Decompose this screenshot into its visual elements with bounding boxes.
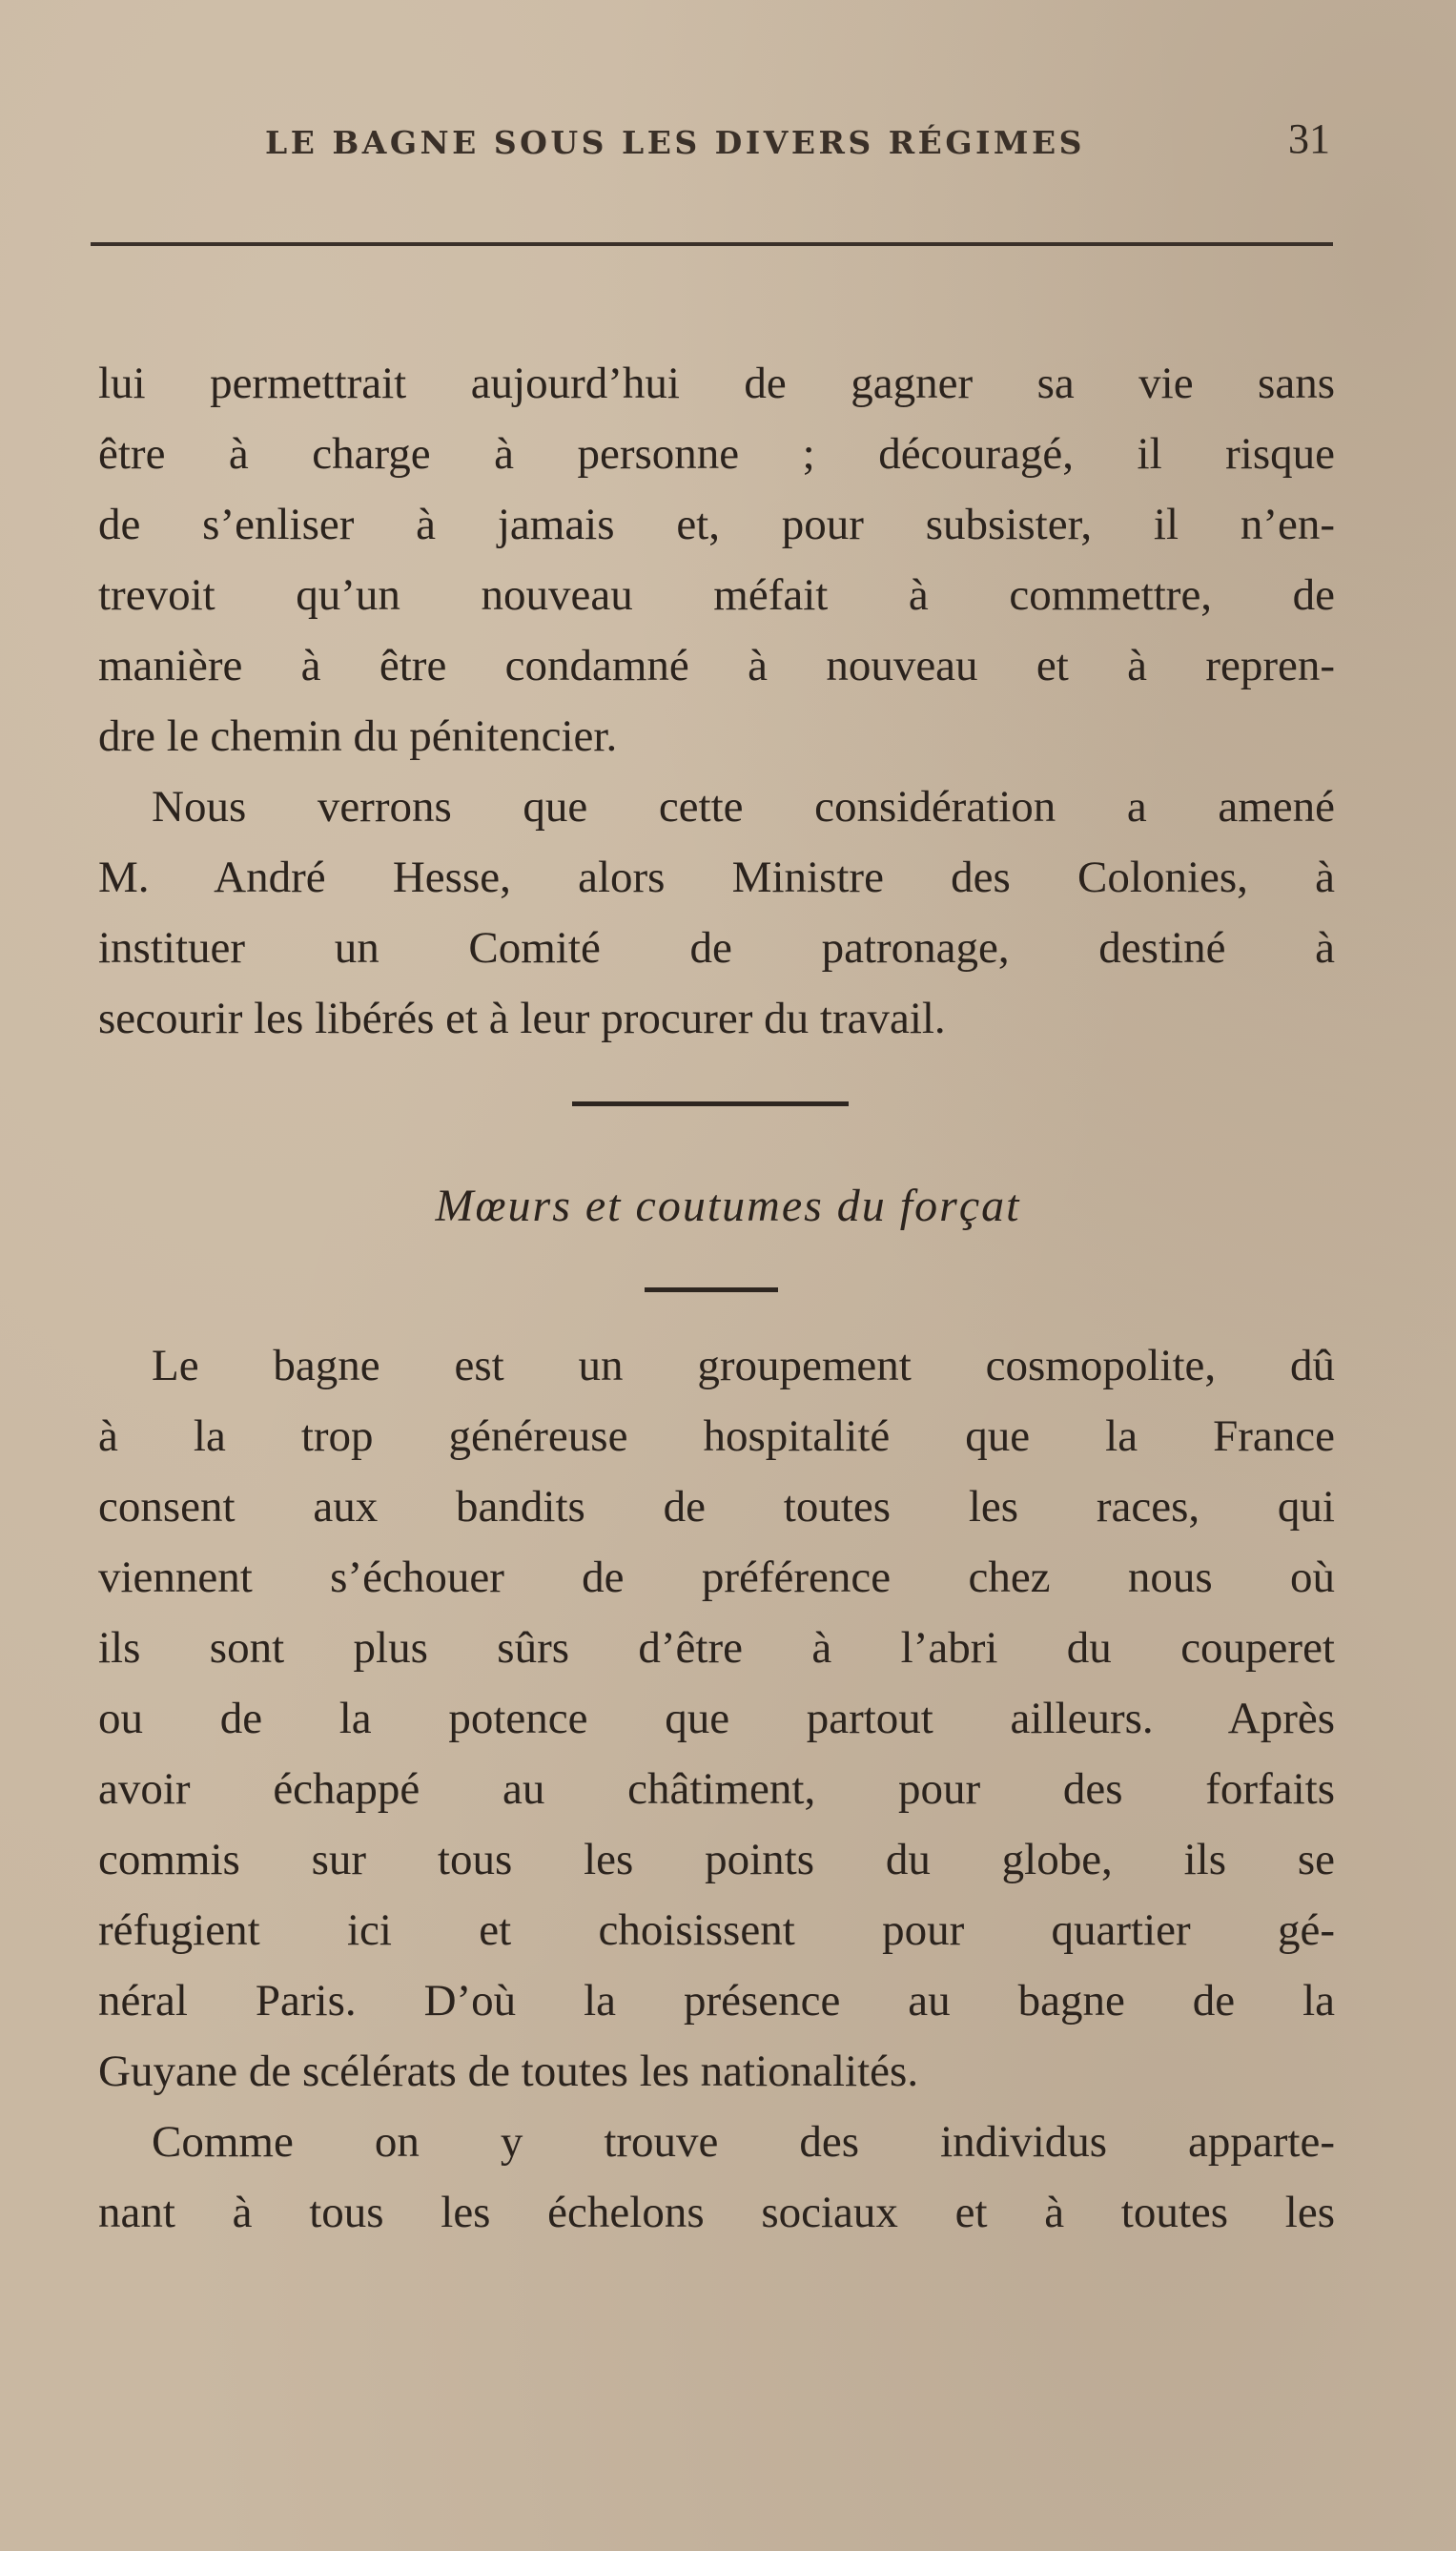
text-line: réfugient ici et choisissent pour quartier gé- <box>98 1905 1335 1955</box>
text-line: consent aux bandits de toutes les races, qui <box>98 1482 1335 1532</box>
text-line: instituer un Comité de patronage, destiné à <box>98 923 1335 973</box>
page-number: 31 <box>1288 115 1330 162</box>
text-line: Nous verrons que cette considération a amené <box>152 782 1335 832</box>
text-line: néral Paris. D’où la présence au bagne de la <box>98 1976 1335 2026</box>
section-separator-rule <box>572 1101 849 1106</box>
text-line: manière à être condamné à nouveau et à repren- <box>98 641 1335 690</box>
text-line: trevoit qu’un nouveau méfait à commettre, de <box>98 570 1335 620</box>
text-line: Le bagne est un groupement cosmopolite, dû <box>152 1341 1335 1390</box>
text-line: Comme on y trouve des individus apparte- <box>152 2117 1335 2167</box>
text-line: viennent s’échouer de préférence chez nous où <box>98 1553 1335 1602</box>
text-line: être à charge à personne ; découragé, il risque <box>98 429 1335 479</box>
text-line: nant à tous les échelons sociaux et à toutes les <box>98 2188 1335 2237</box>
text-line: de s’enliser à jamais et, pour subsister, il n’en- <box>98 500 1335 549</box>
section-title: Mœurs et coutumes du forçat <box>435 1181 1021 1231</box>
text-line: commis sur tous les points du globe, ils se <box>98 1835 1335 1884</box>
running-head <box>95 114 1335 172</box>
text-line: avoir échappé au châtiment, pour des forfaits <box>98 1764 1335 1814</box>
running-title: LE BAGNE SOUS LES DIVERS RÉGIMES <box>265 124 1085 161</box>
text-line: M. André Hesse, alors Ministre des Colonies, à <box>98 853 1335 902</box>
text-line: Guyane de scélérats de toutes les nationalités. <box>98 2047 919 2096</box>
header-rule <box>91 242 1333 246</box>
text-block-bottom <box>98 1330 1335 2248</box>
section-title-underline <box>645 1287 778 1292</box>
text-line: à la trop généreuse hospitalité que la France <box>98 1411 1335 1461</box>
text-line: ils sont plus sûrs d’être à l’abri du couperet <box>98 1623 1335 1673</box>
text-line: secourir les libérés et à leur procurer du travail. <box>98 994 946 1043</box>
text-line: dre le chemin du pénitencier. <box>98 711 618 761</box>
text-block-top <box>98 348 1335 1054</box>
text-line: ou de la potence que partout ailleurs. Après <box>98 1694 1335 1743</box>
text-line: lui permettrait aujourd’hui de gagner sa vie sans <box>98 359 1335 408</box>
